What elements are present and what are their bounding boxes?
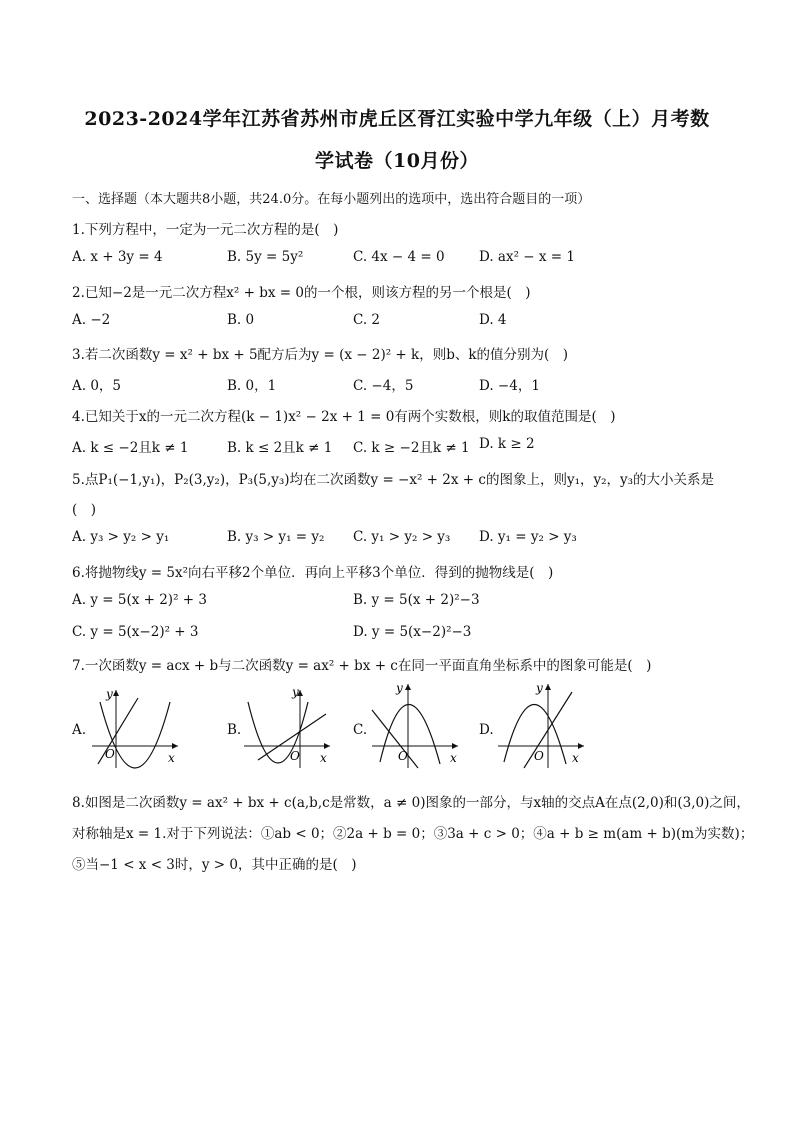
q7-graph-a[interactable] xyxy=(88,684,188,770)
linear-function-line xyxy=(98,698,138,764)
question-4-stem: 4.已知关于x的一元二次方程(k − 1)x² − 2x + 1 = 0有两个实数根，则k的取值范围是( ) xyxy=(72,409,616,425)
q1-option-a[interactable]: A. x + 3y = 4 xyxy=(72,249,163,265)
linear-function-line xyxy=(372,710,418,768)
question-3-stem: 3.若二次函数y = x² + bx + 5配方后为y = (x − 2)² + k，则b、k的值分别为( ) xyxy=(72,347,569,363)
q6-option-b[interactable]: B. y = 5(x + 2)²−3 xyxy=(353,592,480,608)
q3-option-b[interactable]: B. 0，1 xyxy=(227,378,277,394)
q5-option-b[interactable]: B. y₃ > y₁ = y₂ xyxy=(227,529,325,545)
q2-option-d[interactable]: D. 4 xyxy=(479,312,507,328)
q7-graph-b[interactable] xyxy=(240,684,340,770)
q4-option-c[interactable]: C. k ≥ −2且k ≠ 1 xyxy=(353,440,470,456)
q6-option-d[interactable]: D. y = 5(x−2)²−3 xyxy=(353,624,472,640)
x-axis-arrow xyxy=(324,743,330,749)
question-8-stem: 8.如图是二次函数y = ax² + bx + c(a,b,c是常数，a ≠ 0)图象的一部分，与x轴的交点A在点(2,0)和(3,0)之间， xyxy=(72,795,750,811)
section-heading: 一、选择题（本大题共8小题，共24.0分。在每小题列出的选项中，选出符合题目的一项） xyxy=(72,192,591,207)
q2-option-b[interactable]: B. 0 xyxy=(227,312,255,328)
question-5-stem-cont: ( ) xyxy=(72,502,97,518)
x-axis-label: x xyxy=(450,751,457,765)
q2-option-c[interactable]: C. 2 xyxy=(353,312,381,328)
y-axis-arrow xyxy=(405,684,411,690)
y-axis-label: y xyxy=(536,681,543,695)
x-axis-arrow xyxy=(578,743,584,749)
question-1-stem: 1.下列方程中，一定为一元二次方程的是( ) xyxy=(72,222,339,238)
q7-option-b[interactable]: B. xyxy=(227,722,242,738)
origin-label: O xyxy=(534,749,544,763)
x-axis-label: x xyxy=(320,751,327,765)
x-axis-arrow xyxy=(452,743,458,749)
q3-option-c[interactable]: C. −4，5 xyxy=(353,378,414,394)
parabola-curve xyxy=(380,704,440,764)
q1-option-d[interactable]: D. ax² − x = 1 xyxy=(479,249,575,265)
q1-option-c[interactable]: C. 4x − 4 = 0 xyxy=(353,249,445,265)
exam-title-line2: 学试卷（10月份） xyxy=(315,150,479,172)
q3-option-d[interactable]: D. −4，1 xyxy=(479,378,540,394)
q5-option-c[interactable]: C. y₁ > y₂ > y₃ xyxy=(353,529,451,545)
y-axis-label: y xyxy=(106,687,113,701)
question-8-stem-cont1: 对称轴是x = 1.对于下列说法：①ab < 0；②2a + b = 0；③3a + c > 0；④a + b ≥ m(am + b)(m为实数)； xyxy=(72,826,754,842)
q6-option-a[interactable]: A. y = 5(x + 2)² + 3 xyxy=(72,592,207,608)
question-2-stem: 2.已知−2是一元二次方程x² + bx = 0的一个根，则该方程的另一个根是( ) xyxy=(72,285,531,301)
origin-label: O xyxy=(290,749,300,763)
q4-option-b[interactable]: B. k ≤ 2且k ≠ 1 xyxy=(227,440,333,456)
exam-title-line1: 2023-2024学年江苏省苏州市虎丘区胥江实验中学九年级（上）月考数 xyxy=(84,108,710,130)
q7-option-c[interactable]: C. xyxy=(353,722,368,738)
origin-label: O xyxy=(398,749,408,763)
q1-option-b[interactable]: B. 5y = 5y² xyxy=(227,249,304,265)
q4-option-d[interactable]: D. k ≥ 2 xyxy=(479,436,535,452)
question-5-stem: 5.点P₁(−1,y₁)，P₂(3,y₂)，P₃(5,y₃)均在二次函数y = −x² + 2x + c的图象上，则y₁，y₂，y₃的大小关系是 xyxy=(72,472,715,488)
y-axis-arrow xyxy=(113,690,119,696)
q5-option-d[interactable]: D. y₁ = y₂ > y₃ xyxy=(479,529,577,545)
q7-graph-c[interactable] xyxy=(368,680,468,770)
y-axis-label: y xyxy=(292,685,299,699)
origin-label: O xyxy=(105,747,115,761)
x-axis-label: x xyxy=(572,751,579,765)
question-6-stem: 6.将抛物线y = 5x²向右平移2个单位．再向上平移3个单位．得到的抛物线是( ) xyxy=(72,565,554,581)
q2-option-a[interactable]: A. −2 xyxy=(72,312,111,328)
y-axis-label: y xyxy=(396,681,403,695)
q7-option-d[interactable]: D. xyxy=(479,722,494,738)
q3-option-a[interactable]: A. 0，5 xyxy=(72,378,122,394)
x-axis-arrow xyxy=(172,743,178,749)
q7-option-a[interactable]: A. xyxy=(72,722,87,738)
y-axis-arrow xyxy=(545,684,551,690)
q6-option-c[interactable]: C. y = 5(x−2)² + 3 xyxy=(72,624,199,640)
question-8-stem-cont2: ⑤当−1 < x < 3时，y > 0，其中正确的是( ) xyxy=(72,857,357,873)
q7-graph-d[interactable] xyxy=(494,680,594,770)
q5-option-a[interactable]: A. y₃ > y₂ > y₁ xyxy=(72,529,170,545)
x-axis-label: x xyxy=(168,751,175,765)
question-7-stem: 7.一次函数y = acx + b与二次函数y = ax² + bx + c在同一平面直角坐标系中的图象可能是( ) xyxy=(72,658,652,674)
q4-option-a[interactable]: A. k ≤ −2且k ≠ 1 xyxy=(72,440,189,456)
